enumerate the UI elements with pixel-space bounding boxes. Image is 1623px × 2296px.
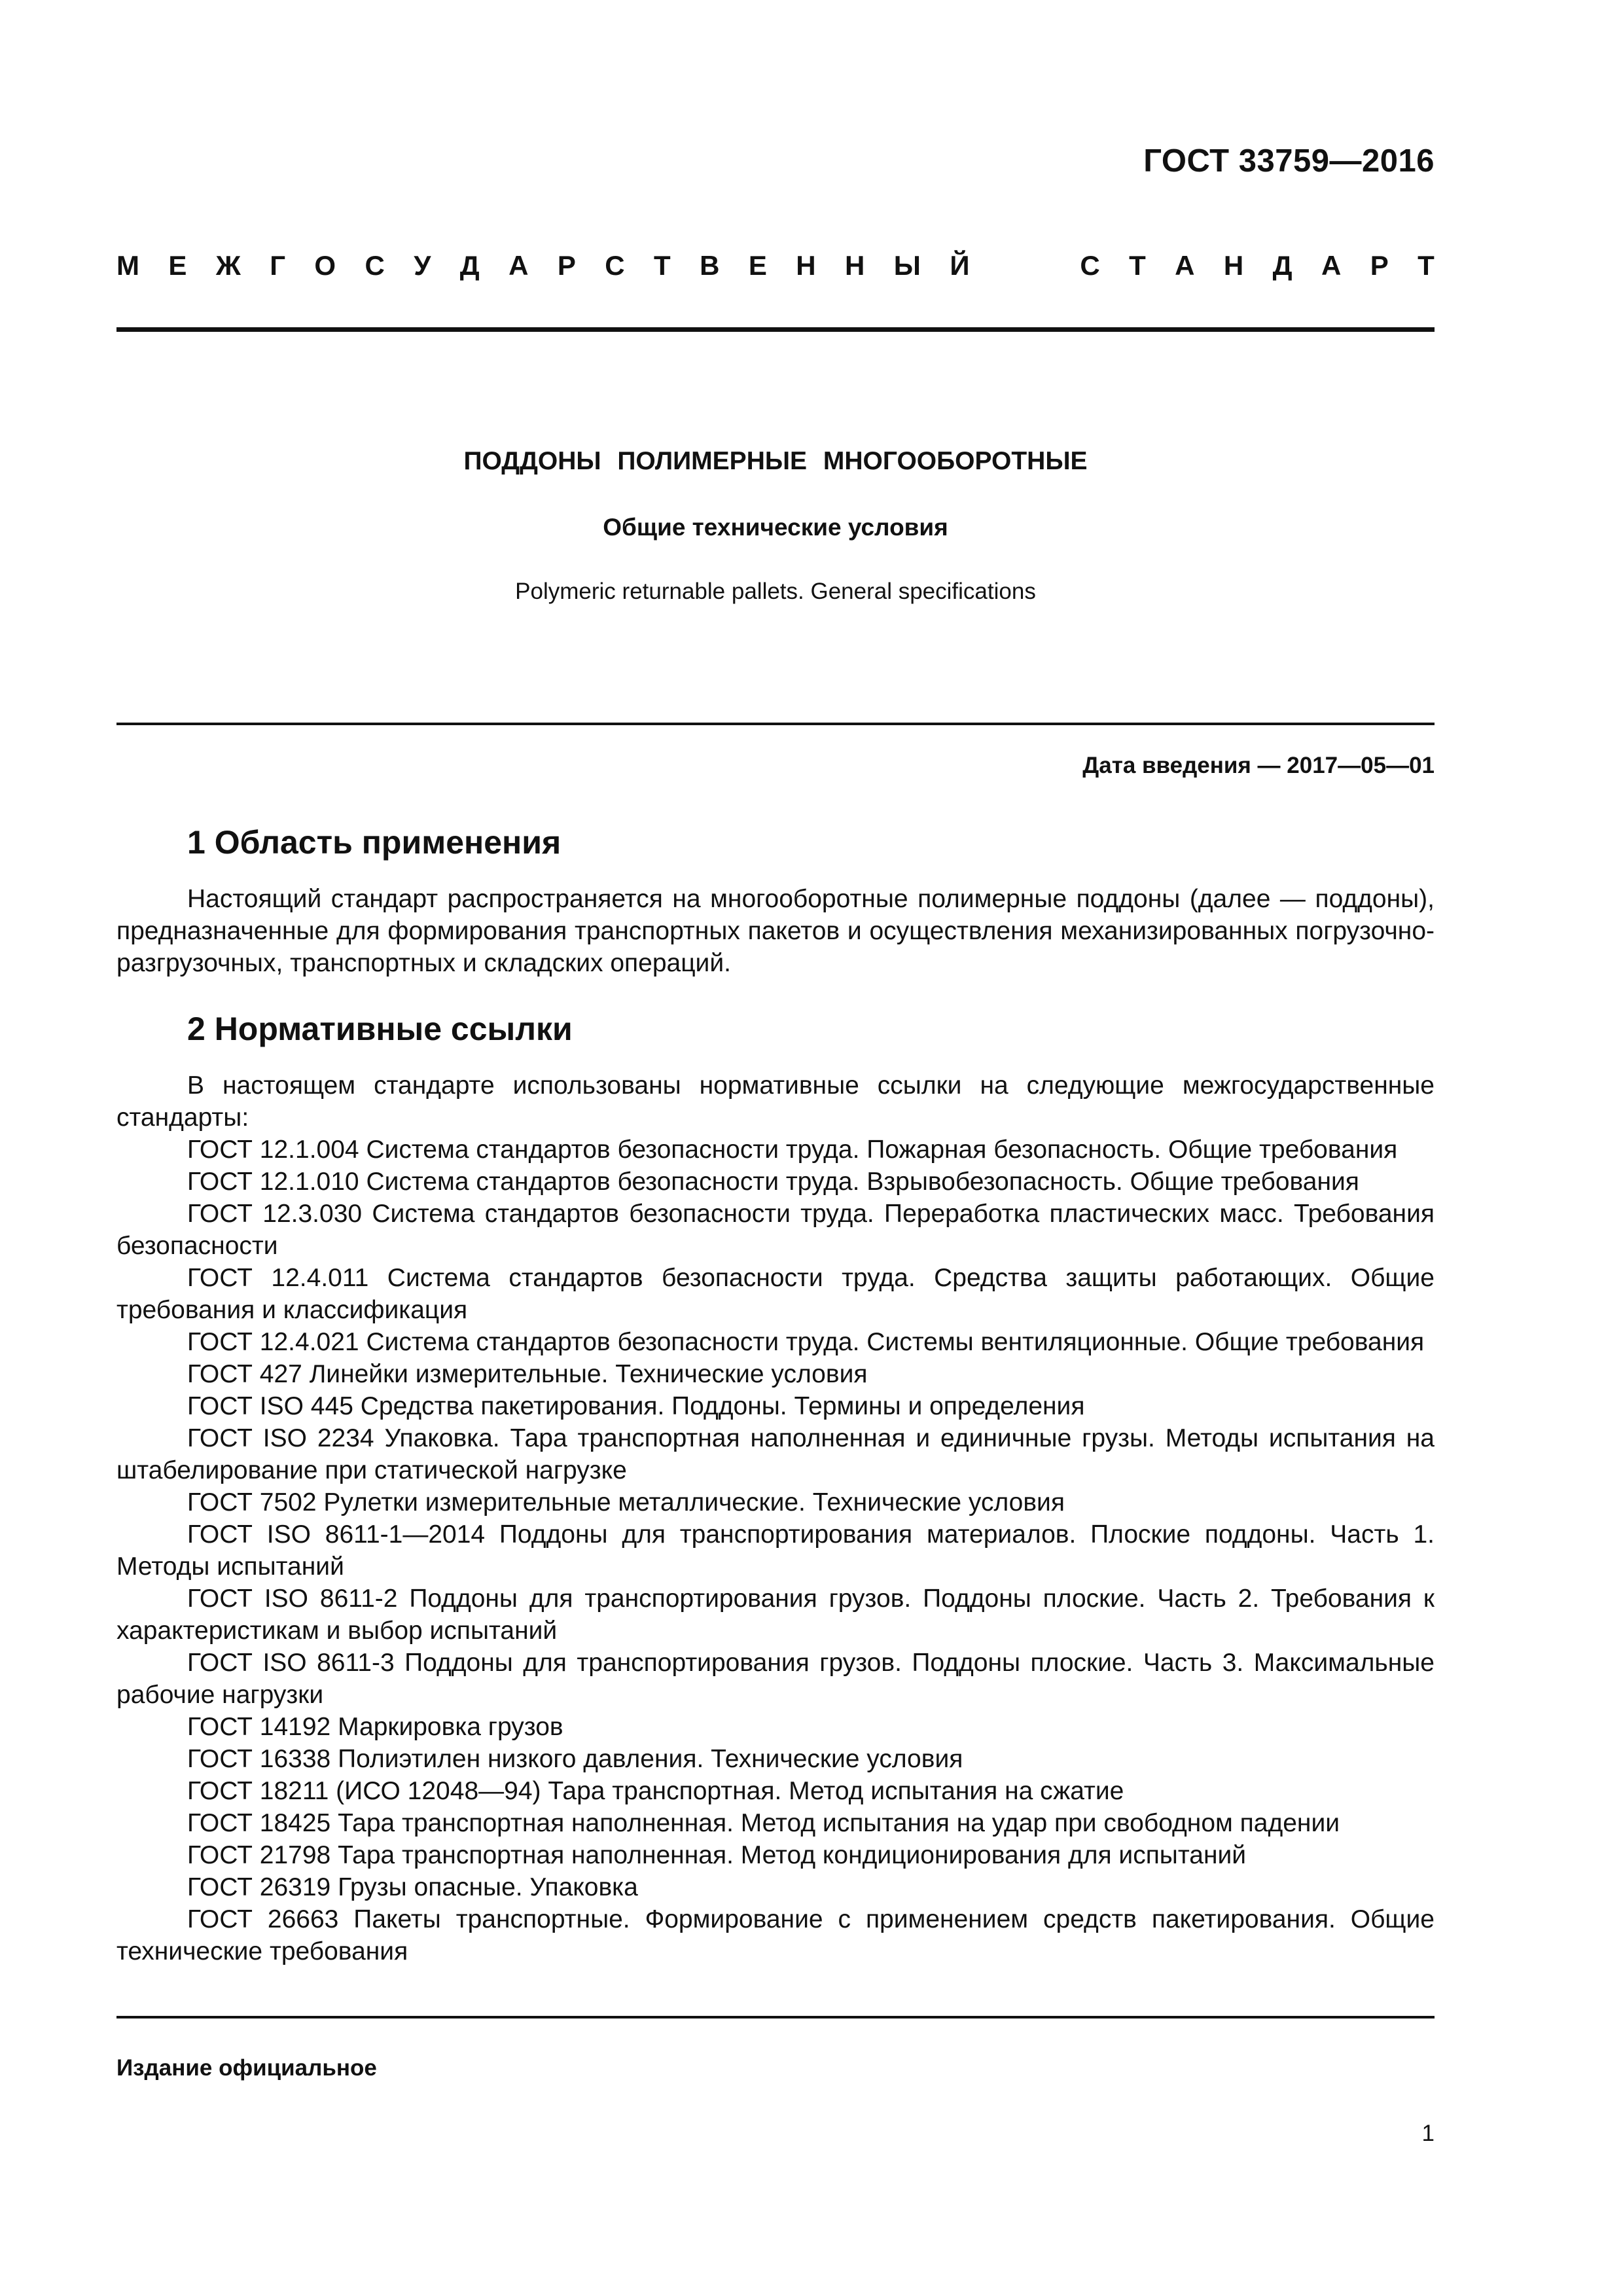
reference-item: ГОСТ 12.4.021 Система стандартов безопасности труда. Системы вентиляционные. Общие требования	[187, 1328, 1425, 1356]
interstate-letter: Е	[748, 250, 767, 281]
interstate-letter: У	[414, 250, 431, 281]
document-title: ПОДДОНЫ ПОЛИМЕРНЫЕ МНОГООБОРОТНЫЕ	[463, 447, 1088, 475]
document-code: ГОСТ 33759—2016	[1143, 143, 1435, 179]
references-intro: В настоящем стандарте использованы нормативные ссылки на следующие межгосударственные стандарты:	[116, 1071, 1435, 1132]
official-edition-label: Издание официальное	[116, 2055, 377, 2081]
reference-item: ГОСТ ISO 8611-1—2014 Поддоны для транспортирования материалов. Плоские поддоны. Часть 1. Методы испытаний	[116, 1520, 1435, 1581]
standard-letter: Н	[1223, 250, 1244, 281]
reference-item: ГОСТ 12.4.011 Система стандартов безопасности труда. Средства защиты работающих. Общие требования и классификация	[116, 1264, 1435, 1324]
footer-divider	[116, 2016, 1435, 2018]
section-heading-references: 2 Нормативные ссылки	[187, 1011, 573, 1047]
interstate-letter: С	[605, 250, 625, 281]
reference-item: ГОСТ ISO 2234 Упаковка. Тара транспортная наполненная и единичные грузы. Методы испытания на штабелирование при статической нагрузке	[116, 1424, 1435, 1484]
interstate-letter: Т	[654, 250, 671, 281]
section-heading-scope: 1 Область применения	[187, 824, 562, 861]
interstate-letter: Р	[557, 250, 576, 281]
reference-item: ГОСТ 18425 Тара транспортная наполненная. Метод испытания на удар при свободном падении	[187, 1809, 1340, 1837]
interstate-letter: В	[700, 250, 720, 281]
interstate-letter: Ы	[893, 250, 921, 281]
interstate-letter: Е	[168, 250, 187, 281]
interstate-letter: Д	[459, 250, 480, 281]
document-body	[116, 821, 1435, 1967]
standard-letter: Д	[1272, 250, 1293, 281]
reference-item: ГОСТ 26319 Грузы опасные. Упаковка	[187, 1873, 638, 1901]
standard-letter: Р	[1370, 250, 1389, 281]
interstate-letter: М	[116, 250, 139, 281]
interstate-letter: Ж	[215, 250, 241, 281]
page-number: 1	[1421, 2121, 1435, 2146]
interstate-letter: О	[314, 250, 336, 281]
interstate-letter: А	[508, 250, 529, 281]
reference-item: ГОСТ 18211 (ИСО 12048—94) Тара транспортная. Метод испытания на сжатие	[187, 1777, 1124, 1805]
reference-item: ГОСТ 14192 Маркировка грузов	[187, 1713, 563, 1741]
header-divider	[116, 327, 1435, 332]
standard-letter: С	[1080, 250, 1100, 281]
scope-paragraph: Настоящий стандарт распространяется на многооборотные полимерные поддоны (далее — поддоны), предназначенные для формирования транспортных пакетов и осуществления механизированных погрузочно-разгрузочных, транспортных и складских операций.	[116, 885, 1435, 977]
standard-letter: Т	[1129, 250, 1146, 281]
reference-item: ГОСТ 12.1.004 Система стандартов безопасности труда. Пожарная безопасность. Общие требования	[187, 1136, 1398, 1164]
interstate-letter: Й	[950, 250, 970, 281]
reference-item: ГОСТ 12.3.030 Система стандартов безопасности труда. Переработка пластических масс. Требования безопасности	[116, 1200, 1435, 1260]
reference-item: ГОСТ 16338 Полиэтилен низкого давления. Технические условия	[187, 1745, 963, 1773]
document-subtitle: Общие технические условия	[603, 514, 948, 541]
reference-item: ГОСТ 21798 Тара транспортная наполненная. Метод кондиционирования для испытаний	[187, 1841, 1247, 1869]
standard-letter: А	[1175, 250, 1195, 281]
reference-item: ГОСТ ISO 445 Средства пакетирования. Поддоны. Термины и определения	[187, 1392, 1085, 1420]
reference-item: ГОСТ 427 Линейки измерительные. Технические условия	[187, 1360, 868, 1388]
reference-item: ГОСТ 7502 Рулетки измерительные металлические. Технические условия	[187, 1488, 1065, 1516]
interstate-standard-heading	[116, 250, 1435, 281]
standard-letter: А	[1321, 250, 1342, 281]
interstate-letter: Н	[845, 250, 865, 281]
reference-item: ГОСТ ISO 8611-3 Поддоны для транспортирования грузов. Поддоны плоские. Часть 3. Максимальные рабочие нагрузки	[116, 1649, 1435, 1709]
introduction-date: Дата введения — 2017—05—01	[1082, 753, 1435, 778]
interstate-letter: Н	[796, 250, 816, 281]
reference-item: ГОСТ ISO 8611-2 Поддоны для транспортирования грузов. Поддоны плоские. Часть 2. Требования к характеристикам и выбор испытаний	[116, 1585, 1435, 1645]
english-title: Polymeric returnable pallets. General specifications	[515, 579, 1036, 604]
reference-item: ГОСТ 26663 Пакеты транспортные. Формирование с применением средств пакетирования. Общие технические требования	[116, 1905, 1435, 1965]
interstate-letter: Г	[270, 250, 286, 281]
interstate-letter: С	[365, 250, 385, 281]
title-divider	[116, 723, 1435, 725]
reference-item: ГОСТ 12.1.010 Система стандартов безопасности труда. Взрывобезопасность. Общие требования	[187, 1168, 1359, 1196]
standard-letter: Т	[1418, 250, 1435, 281]
